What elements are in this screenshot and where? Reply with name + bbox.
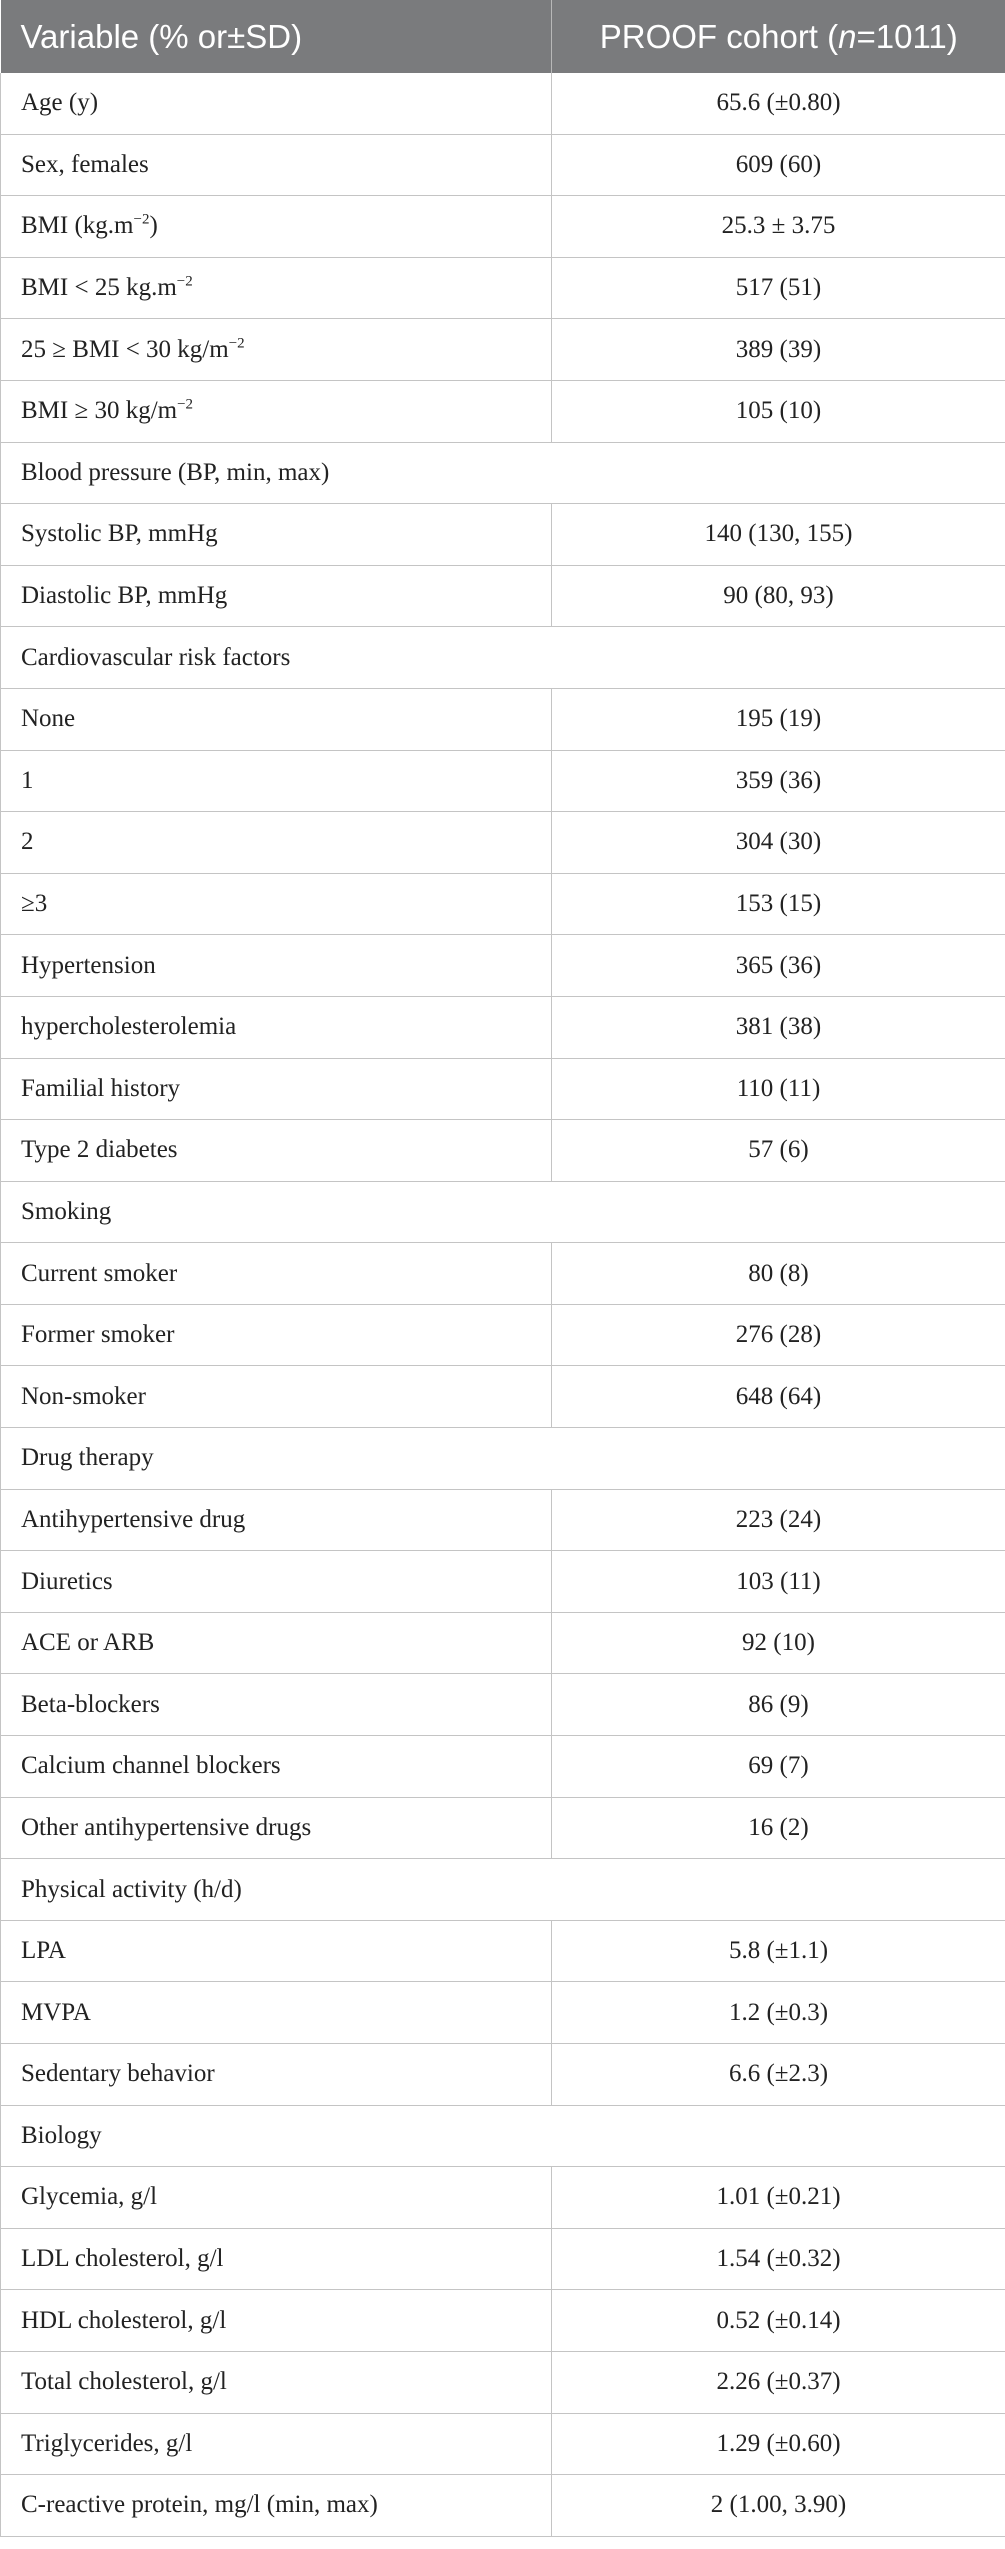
row-value: 110 (11) <box>552 1058 1005 1120</box>
row-value: 92 (10) <box>552 1612 1005 1674</box>
row-label: LDL cholesterol, g/l <box>1 2228 552 2290</box>
row-value: 195 (19) <box>552 688 1005 750</box>
row-label: 1 <box>1 750 552 812</box>
row-value: 90 (80, 93) <box>552 565 1005 627</box>
table-row <box>1 319 1005 381</box>
row-label: Former smoker <box>1 1304 552 1366</box>
row-value: 1.54 (±0.32) <box>552 2228 1005 2290</box>
table-row <box>1 2044 1005 2106</box>
row-label: Systolic BP, mmHg <box>1 504 552 566</box>
row-label-superscript: −2 <box>133 212 150 229</box>
section-heading: Smoking <box>1 1181 1005 1243</box>
header-row <box>1 0 1005 73</box>
row-label <box>1 257 552 319</box>
row-label: Glycemia, g/l <box>1 2167 552 2229</box>
table-row <box>1 2167 1005 2229</box>
row-value: 223 (24) <box>552 1489 1005 1551</box>
row-label: HDL cholesterol, g/l <box>1 2290 552 2352</box>
table-row <box>1 935 1005 997</box>
row-label: Hypertension <box>1 935 552 997</box>
row-label: ≥3 <box>1 873 552 935</box>
row-label: Diastolic BP, mmHg <box>1 565 552 627</box>
row-label-text: 25 ≥ BMI < 30 kg/m <box>21 335 229 363</box>
row-label-superscript: −2 <box>176 273 193 290</box>
row-label: None <box>1 688 552 750</box>
row-label: Type 2 diabetes <box>1 1120 552 1182</box>
row-label: C-reactive protein, mg/l (min, max) <box>1 2475 552 2537</box>
row-label: ACE or ARB <box>1 1612 552 1674</box>
row-value: 57 (6) <box>552 1120 1005 1182</box>
header-variable: Variable (% or±SD) <box>1 0 552 73</box>
row-label: Sedentary behavior <box>1 2044 552 2106</box>
header-cohort-n: n <box>838 17 857 55</box>
table-row <box>1 1797 1005 1859</box>
table-row <box>1 873 1005 935</box>
table-body <box>1 73 1005 2536</box>
row-label: 2 <box>1 812 552 874</box>
section-row <box>1 1181 1005 1243</box>
row-value: 6.6 (±2.3) <box>552 2044 1005 2106</box>
row-value: 65.6 (±0.80) <box>552 73 1005 134</box>
row-value: 304 (30) <box>552 812 1005 874</box>
table-row <box>1 1304 1005 1366</box>
table-row <box>1 504 1005 566</box>
row-value: 2 (1.00, 3.90) <box>552 2475 1005 2537</box>
table-row <box>1 2228 1005 2290</box>
row-label: Age (y) <box>1 73 552 134</box>
row-value: 5.8 (±1.1) <box>552 1920 1005 1982</box>
row-value: 1.29 (±0.60) <box>552 2413 1005 2475</box>
row-value: 153 (15) <box>552 873 1005 935</box>
row-value: 389 (39) <box>552 319 1005 381</box>
table-row <box>1 1982 1005 2044</box>
section-row <box>1 627 1005 689</box>
table-row <box>1 73 1005 134</box>
row-value: 86 (9) <box>552 1674 1005 1736</box>
row-value: 2.26 (±0.37) <box>552 2351 1005 2413</box>
row-value: 365 (36) <box>552 935 1005 997</box>
row-label <box>1 380 552 442</box>
row-value: 517 (51) <box>552 257 1005 319</box>
table-row <box>1 996 1005 1058</box>
row-value: 276 (28) <box>552 1304 1005 1366</box>
table-row <box>1 257 1005 319</box>
table-row <box>1 2290 1005 2352</box>
row-value: 359 (36) <box>552 750 1005 812</box>
row-label-suffix: ) <box>149 212 158 240</box>
section-row <box>1 442 1005 504</box>
section-row <box>1 1859 1005 1921</box>
table-row <box>1 2413 1005 2475</box>
row-label: Diuretics <box>1 1551 552 1613</box>
row-value: 103 (11) <box>552 1551 1005 1613</box>
table-row <box>1 1612 1005 1674</box>
header-cohort-suffix: =1011) <box>856 17 958 55</box>
section-row <box>1 1428 1005 1490</box>
row-label-text: BMI < 25 kg.m <box>21 274 177 302</box>
row-value: 1.2 (±0.3) <box>552 1982 1005 2044</box>
row-value: 0.52 (±0.14) <box>552 2290 1005 2352</box>
table-row <box>1 750 1005 812</box>
table-row <box>1 812 1005 874</box>
table-row <box>1 196 1005 258</box>
row-value: 609 (60) <box>552 134 1005 196</box>
row-label-text: BMI ≥ 30 kg/m <box>21 397 178 425</box>
row-label-superscript: −2 <box>228 335 245 352</box>
table-header <box>1 0 1005 73</box>
row-label: Calcium channel blockers <box>1 1736 552 1798</box>
table-row <box>1 134 1005 196</box>
row-value: 80 (8) <box>552 1243 1005 1305</box>
table-row <box>1 2475 1005 2537</box>
row-label: MVPA <box>1 1982 552 2044</box>
row-label: Other antihypertensive drugs <box>1 1797 552 1859</box>
row-label: Non-smoker <box>1 1366 552 1428</box>
table-row <box>1 1674 1005 1736</box>
row-label: Triglycerides, g/l <box>1 2413 552 2475</box>
row-label: LPA <box>1 1920 552 1982</box>
section-heading: Physical activity (h/d) <box>1 1859 1005 1921</box>
row-value: 140 (130, 155) <box>552 504 1005 566</box>
table-row <box>1 380 1005 442</box>
row-label-text: BMI (kg.m <box>21 212 134 240</box>
row-label <box>1 196 552 258</box>
table-row <box>1 1736 1005 1798</box>
table-row <box>1 1366 1005 1428</box>
table-row <box>1 565 1005 627</box>
row-value: 381 (38) <box>552 996 1005 1058</box>
table-row <box>1 2351 1005 2413</box>
row-value: 1.01 (±0.21) <box>552 2167 1005 2229</box>
row-label: hypercholesterolemia <box>1 996 552 1058</box>
row-label <box>1 319 552 381</box>
row-value: 16 (2) <box>552 1797 1005 1859</box>
section-heading: Cardiovascular risk factors <box>1 627 1005 689</box>
row-value: 648 (64) <box>552 1366 1005 1428</box>
section-row <box>1 2105 1005 2167</box>
header-cohort-prefix: PROOF cohort ( <box>599 17 839 55</box>
row-label: Beta-blockers <box>1 1674 552 1736</box>
section-heading: Biology <box>1 2105 1005 2167</box>
row-label-superscript: −2 <box>177 396 194 413</box>
table-row <box>1 1243 1005 1305</box>
section-heading: Drug therapy <box>1 1428 1005 1490</box>
row-label: Familial history <box>1 1058 552 1120</box>
table-row <box>1 1920 1005 1982</box>
row-value: 105 (10) <box>552 380 1005 442</box>
table-row <box>1 1551 1005 1613</box>
table-row <box>1 688 1005 750</box>
table-row <box>1 1489 1005 1551</box>
row-value: 25.3 ± 3.75 <box>552 196 1005 258</box>
table-row <box>1 1120 1005 1182</box>
row-label: Antihypertensive drug <box>1 1489 552 1551</box>
header-cohort <box>552 0 1005 73</box>
section-heading: Blood pressure (BP, min, max) <box>1 442 1005 504</box>
table-row <box>1 1058 1005 1120</box>
row-label: Sex, females <box>1 134 552 196</box>
row-value: 69 (7) <box>552 1736 1005 1798</box>
row-label: Current smoker <box>1 1243 552 1305</box>
row-label: Total cholesterol, g/l <box>1 2351 552 2413</box>
